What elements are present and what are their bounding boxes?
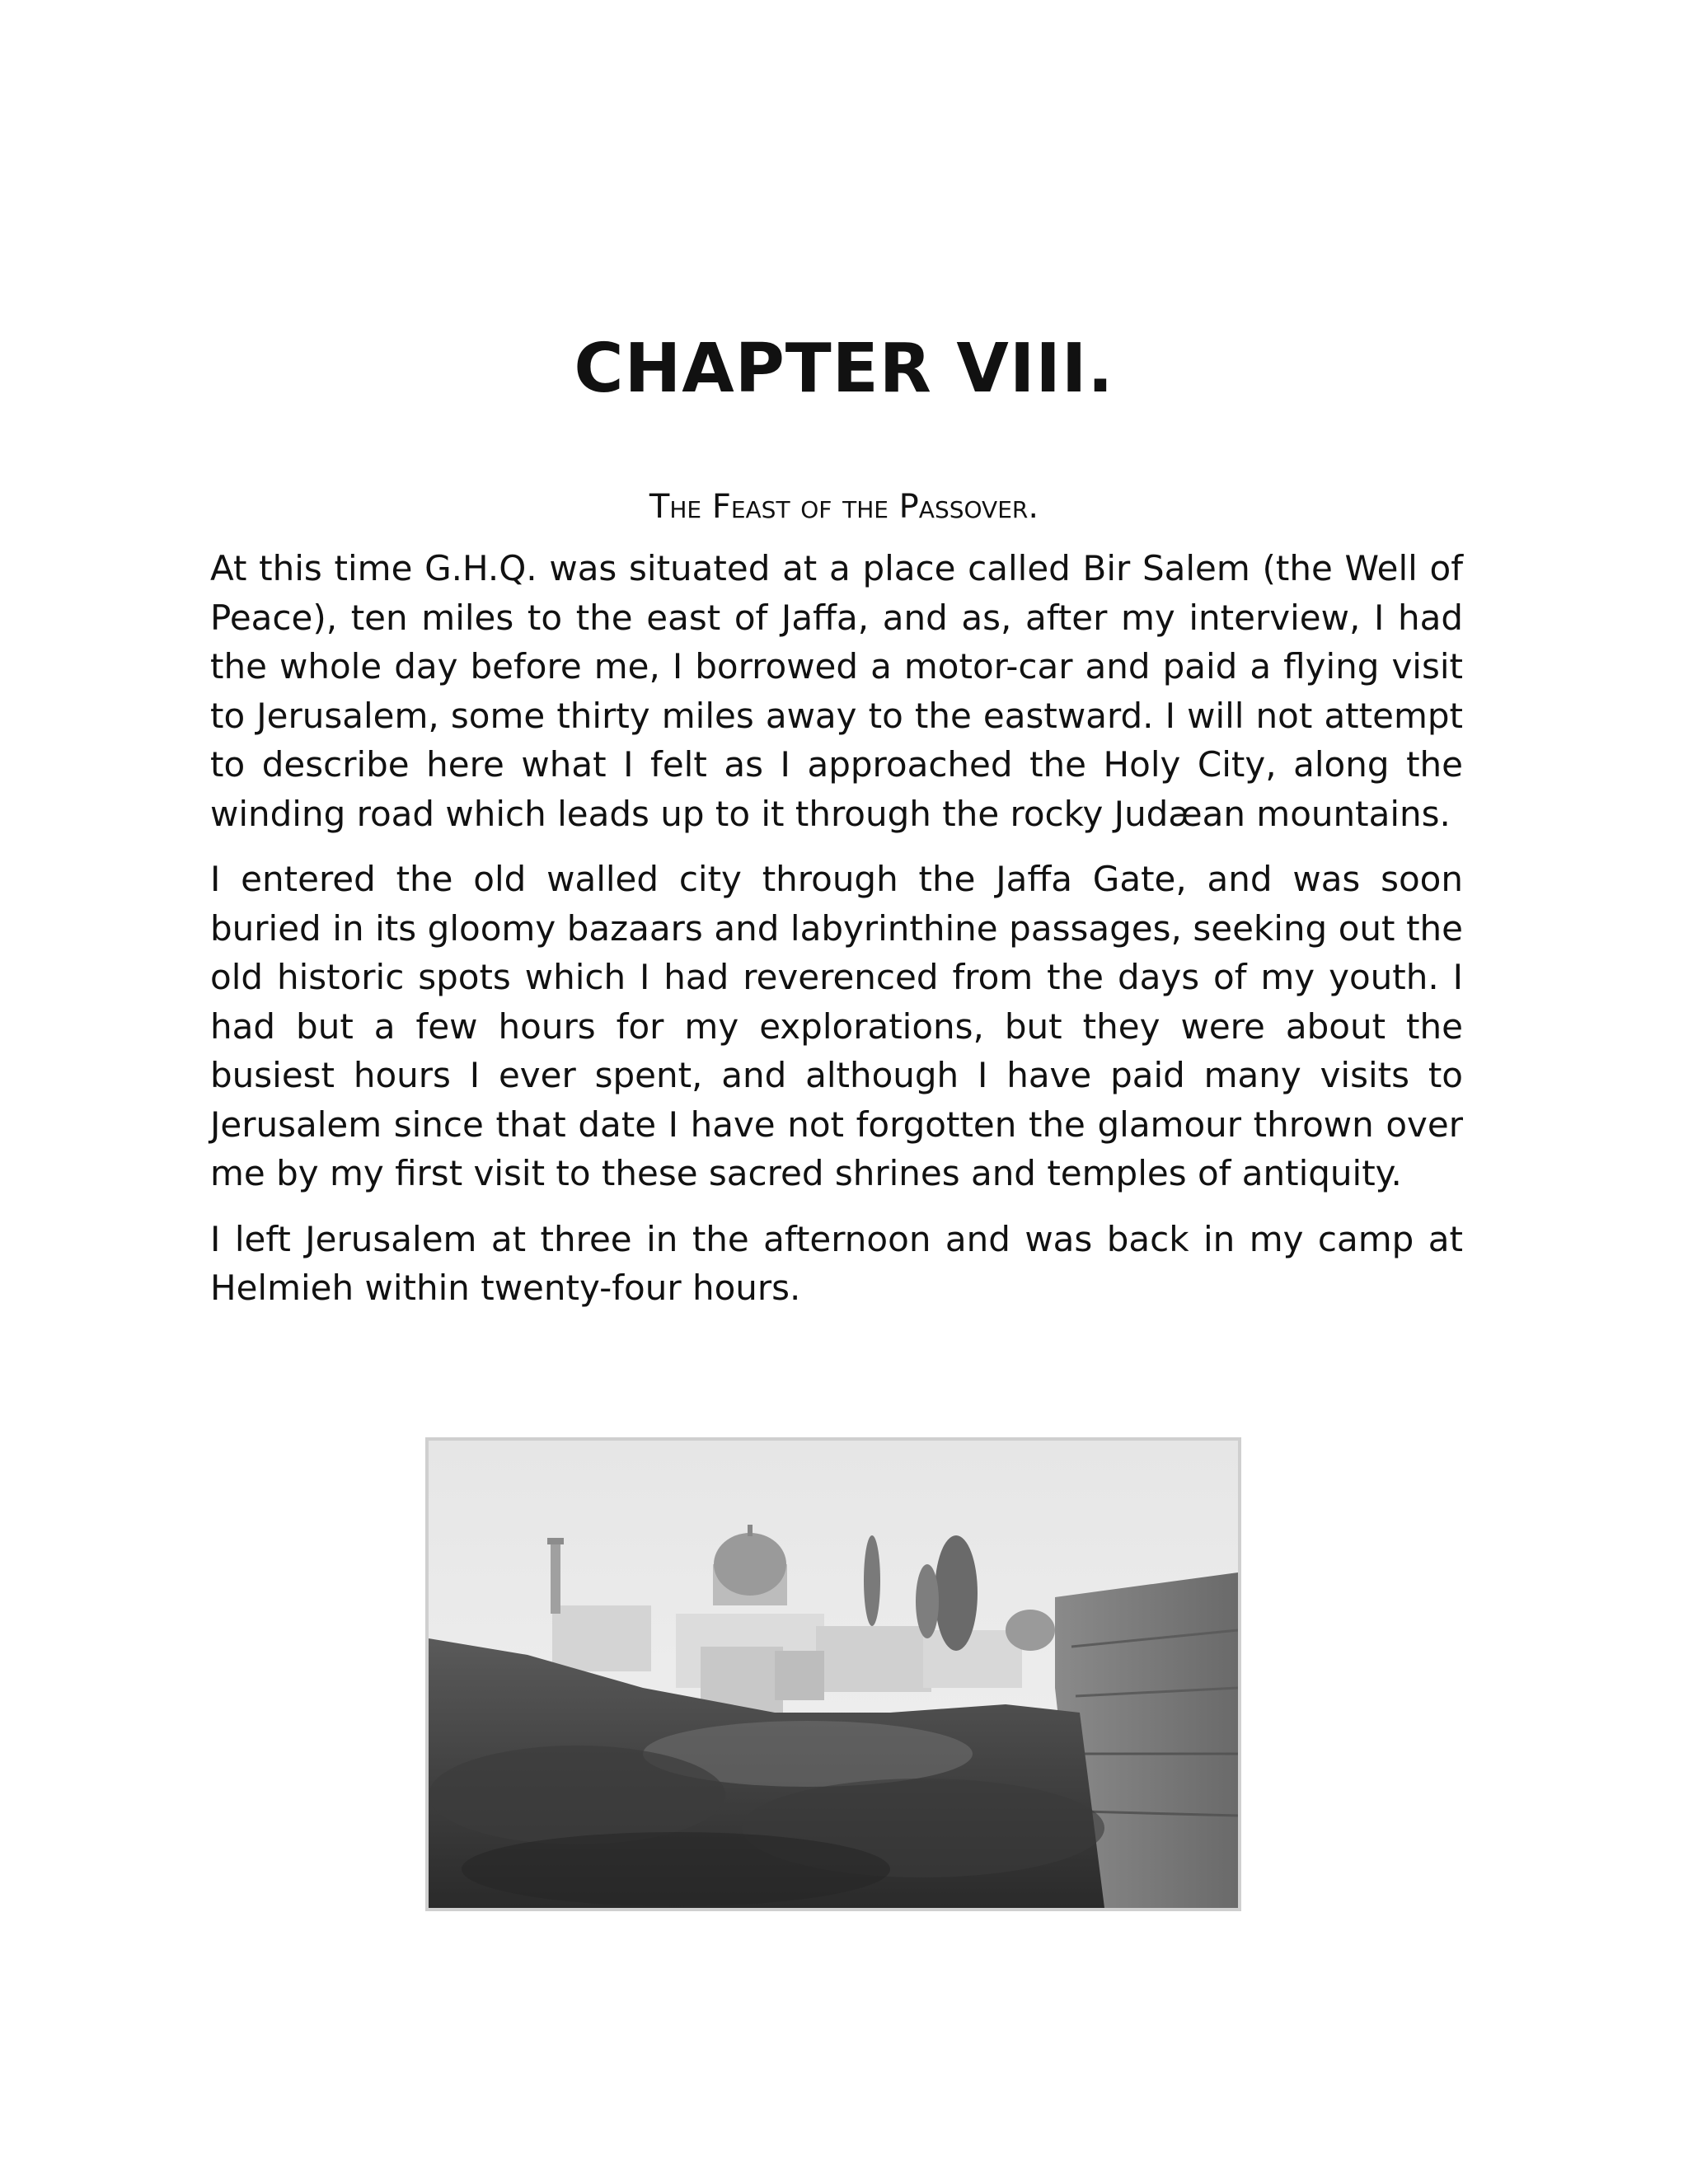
body-text [210,544,1463,1329]
chapter-title: CHAPTER VIII. [574,330,1114,408]
chapter-subtitle: The Feast of the Passover. [649,488,1039,526]
paragraph: I left Jerusalem at three in the afternoon and was back in my camp at Helmieh within twenty-four hours. [210,1218,1463,1308]
jerusalem-photograph [425,1437,1241,1911]
paragraph: I entered the old walled city through the Jaffa Gate, and was soon buried in its gloomy bazaars and labyrinthine passages, seeking out the old historic spots which I had reverenced from the days of my youth. I had but a few hours for my explorations, but they were about the busiest hours I ever spent, and although I have paid many visits to Jerusalem since that date I have not forgotten the glamour thrown over me by my first visit to these sacred shrines and temples of antiquity. [210,859,1463,1193]
paragraph: At this time G.H.Q. was situated at a place called Bir Salem (the Well of Peace), ten miles to the east of Jaffa, and as, after my interview, I had the whole day before me, I borrowed a motor-car and paid a flying visit to Jerusalem, some thirty miles away to the eastward. I will not attempt to describe here what I felt as I approached the Holy City, along the winding road which leads up to it through the rocky Judæan mountains. [210,548,1463,834]
